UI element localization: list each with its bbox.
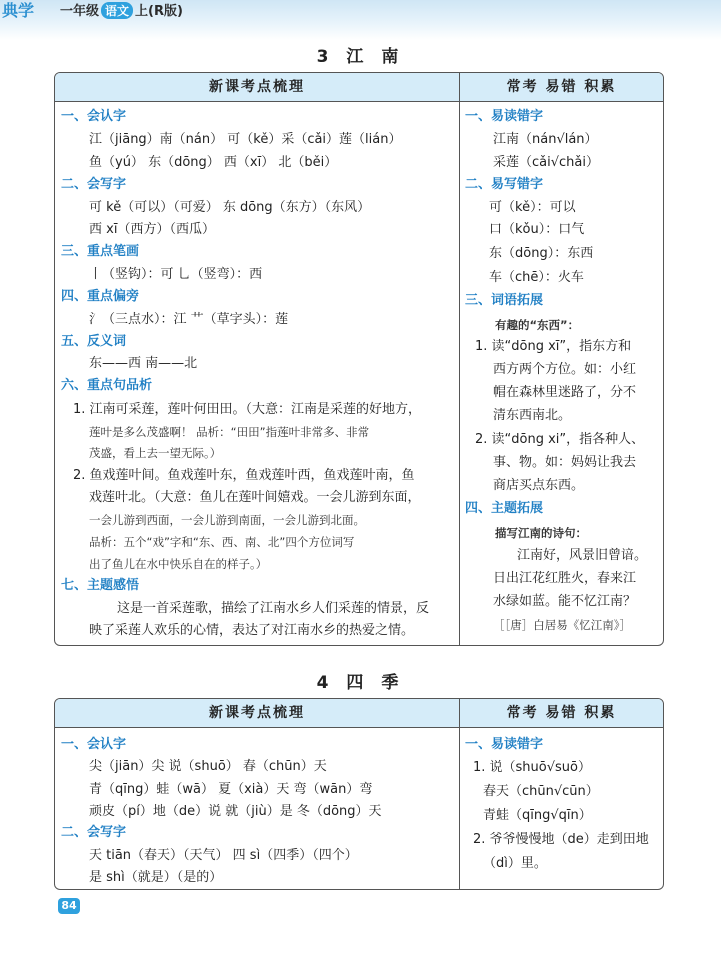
page-number: 84: [58, 898, 80, 914]
text-line: 江南好，风景旧曾谙。: [517, 548, 648, 563]
subheading: 描写江南的诗句：: [495, 526, 587, 540]
text-line: 日出江花红胜火，春来江: [493, 571, 637, 586]
text-line: 采莲（cǎi√chǎi）: [493, 155, 599, 170]
text-line: （dì）里。: [483, 856, 547, 871]
text-line: 氵（三点水）：江 艹（草字头）：莲: [89, 312, 289, 327]
brand-logo: 典学: [2, 1, 35, 20]
text-line: 江（jiāng）南（nán） 可（kě）采（cǎi）莲（lián）: [89, 132, 402, 147]
text-line: 1. 说（shuō√suō）: [473, 760, 591, 775]
text-line: 一会儿游到西面，一会儿游到南面，一会儿游到北面。: [89, 513, 365, 527]
text-line: 2. 爷爷慢慢地（de）走到田地: [473, 832, 649, 847]
section-heading: 七、主题感悟: [61, 578, 140, 593]
text-line: 西方两个方位。如：小红: [493, 362, 637, 377]
lesson4-left-header: 新课考点梳理: [55, 699, 459, 728]
text-line: 江南（nán√lán）: [493, 132, 598, 147]
text-line: 口（kǒu）：口气: [489, 222, 585, 237]
section-heading: 一、易读错字: [465, 737, 544, 752]
text-line: 尖（jiān）尖 说（shuō） 春（chūn）天: [89, 759, 327, 774]
text-line: 帽在森林里迷路了，分不: [493, 385, 637, 400]
text-line: ［［唐］白居易《忆江南》］: [493, 618, 631, 632]
text-line: 莲叶是多么茂盛啊！ 品析：“田田”指莲叶非常多、非常: [89, 425, 370, 439]
text-line: 映了采莲人欢乐的心情，表达了对江南水乡的热爱之情。: [89, 623, 415, 638]
subheading: 有趣的“东西”：: [495, 318, 580, 332]
text-line: 2. 读“dōng xi”，指各种人、: [475, 432, 645, 447]
text-line: 东——西 南——北: [89, 356, 198, 371]
grade-label: [60, 0, 183, 19]
lesson4-right-header: 常考 易错 积累: [460, 699, 663, 728]
column-divider: [459, 699, 460, 889]
section-heading: 一、会认字: [61, 109, 127, 124]
text-line: 2. 鱼戏莲叶间。鱼戏莲叶东，鱼戏莲叶西，鱼戏莲叶南，鱼: [73, 468, 415, 483]
text-line: 丨（竖钩）：可 乚（竖弯）：西: [89, 267, 263, 282]
column-divider: [459, 73, 460, 645]
text-line: 戏莲叶北。（大意：鱼儿在莲叶间嬉戏。一会儿游到东面，: [89, 490, 421, 505]
text-line: 春天（chūn√cūn）: [483, 784, 599, 799]
text-line: 茂盛，看上去一望无际。）: [89, 446, 222, 460]
text-line: 鱼（yú） 东（dōng） 西（xī） 北（běi）: [89, 155, 338, 170]
text-line: 清东西南北。: [493, 408, 572, 423]
text-line: 车（chē）：火车: [489, 270, 584, 285]
lesson3-left-header: 新课考点梳理: [55, 73, 459, 102]
section-heading: 一、会认字: [61, 737, 127, 752]
subject-badge: 语文: [101, 2, 133, 19]
grade-text: 一年级: [60, 4, 100, 19]
section-heading: 一、易读错字: [465, 109, 544, 124]
section-heading: 二、易写错字: [465, 177, 544, 192]
lesson4-title: 4 四 季: [316, 673, 405, 693]
section-heading: 五、反义词: [61, 334, 127, 349]
text-line: 青（qīng）蛙（wā） 夏（xià）天 弯（wān）弯: [89, 782, 373, 797]
text-line: 东（dōng）：东西: [489, 246, 594, 261]
text-line: 1. 江南可采莲，莲叶何田田。（大意：江南是采莲的好地方，: [73, 402, 422, 417]
term-text: 上(R版): [135, 4, 183, 19]
text-line: 天 tiān（春天）（天气） 四 sì（四季）（四个）: [89, 848, 358, 863]
text-line: 顽皮（pí）地（de）说 就（jiù）是 冬（dōng）天: [89, 804, 382, 819]
text-line: 水绿如蓝。能不忆江南？: [493, 594, 637, 609]
text-line: 商店买点东西。: [493, 478, 585, 493]
text-line: 1. 读“dōng xī”，指东方和: [475, 339, 632, 354]
lesson3-title: 3 江 南: [316, 47, 405, 67]
section-heading: 四、主题拓展: [465, 501, 544, 516]
text-line: 出了鱼儿在水中快乐自在的样子。）: [89, 557, 268, 571]
section-heading: 二、会写字: [61, 825, 127, 840]
text-line: 可 kě（可以）（可爱） 东 dōng（东方）（东风）: [89, 200, 371, 215]
lesson4-box: [54, 698, 664, 890]
lesson3-box: [54, 72, 664, 646]
text-line: 青蛙（qīng√qīn）: [483, 808, 592, 823]
text-line: 西 xī（西方）（西瓜）: [89, 222, 215, 237]
section-heading: 三、词语拓展: [465, 293, 544, 308]
lesson3-right-header: 常考 易错 积累: [460, 73, 663, 102]
section-heading: 四、重点偏旁: [61, 289, 140, 304]
text-line: 这是一首采莲歌，描绘了江南水乡人们采莲的情景，反: [117, 601, 430, 616]
text-line: 是 shì（就是）（是的）: [89, 870, 223, 885]
section-heading: 六、重点句品析: [61, 378, 153, 393]
text-line: 可（kě）：可以: [489, 200, 576, 215]
section-heading: 二、会写字: [61, 177, 127, 192]
text-line: 事、物。如：妈妈让我去: [493, 455, 637, 470]
text-line: 品析：五个“戏”字和“东、西、南、北”四个方位词写: [89, 535, 355, 549]
section-heading: 三、重点笔画: [61, 244, 140, 259]
